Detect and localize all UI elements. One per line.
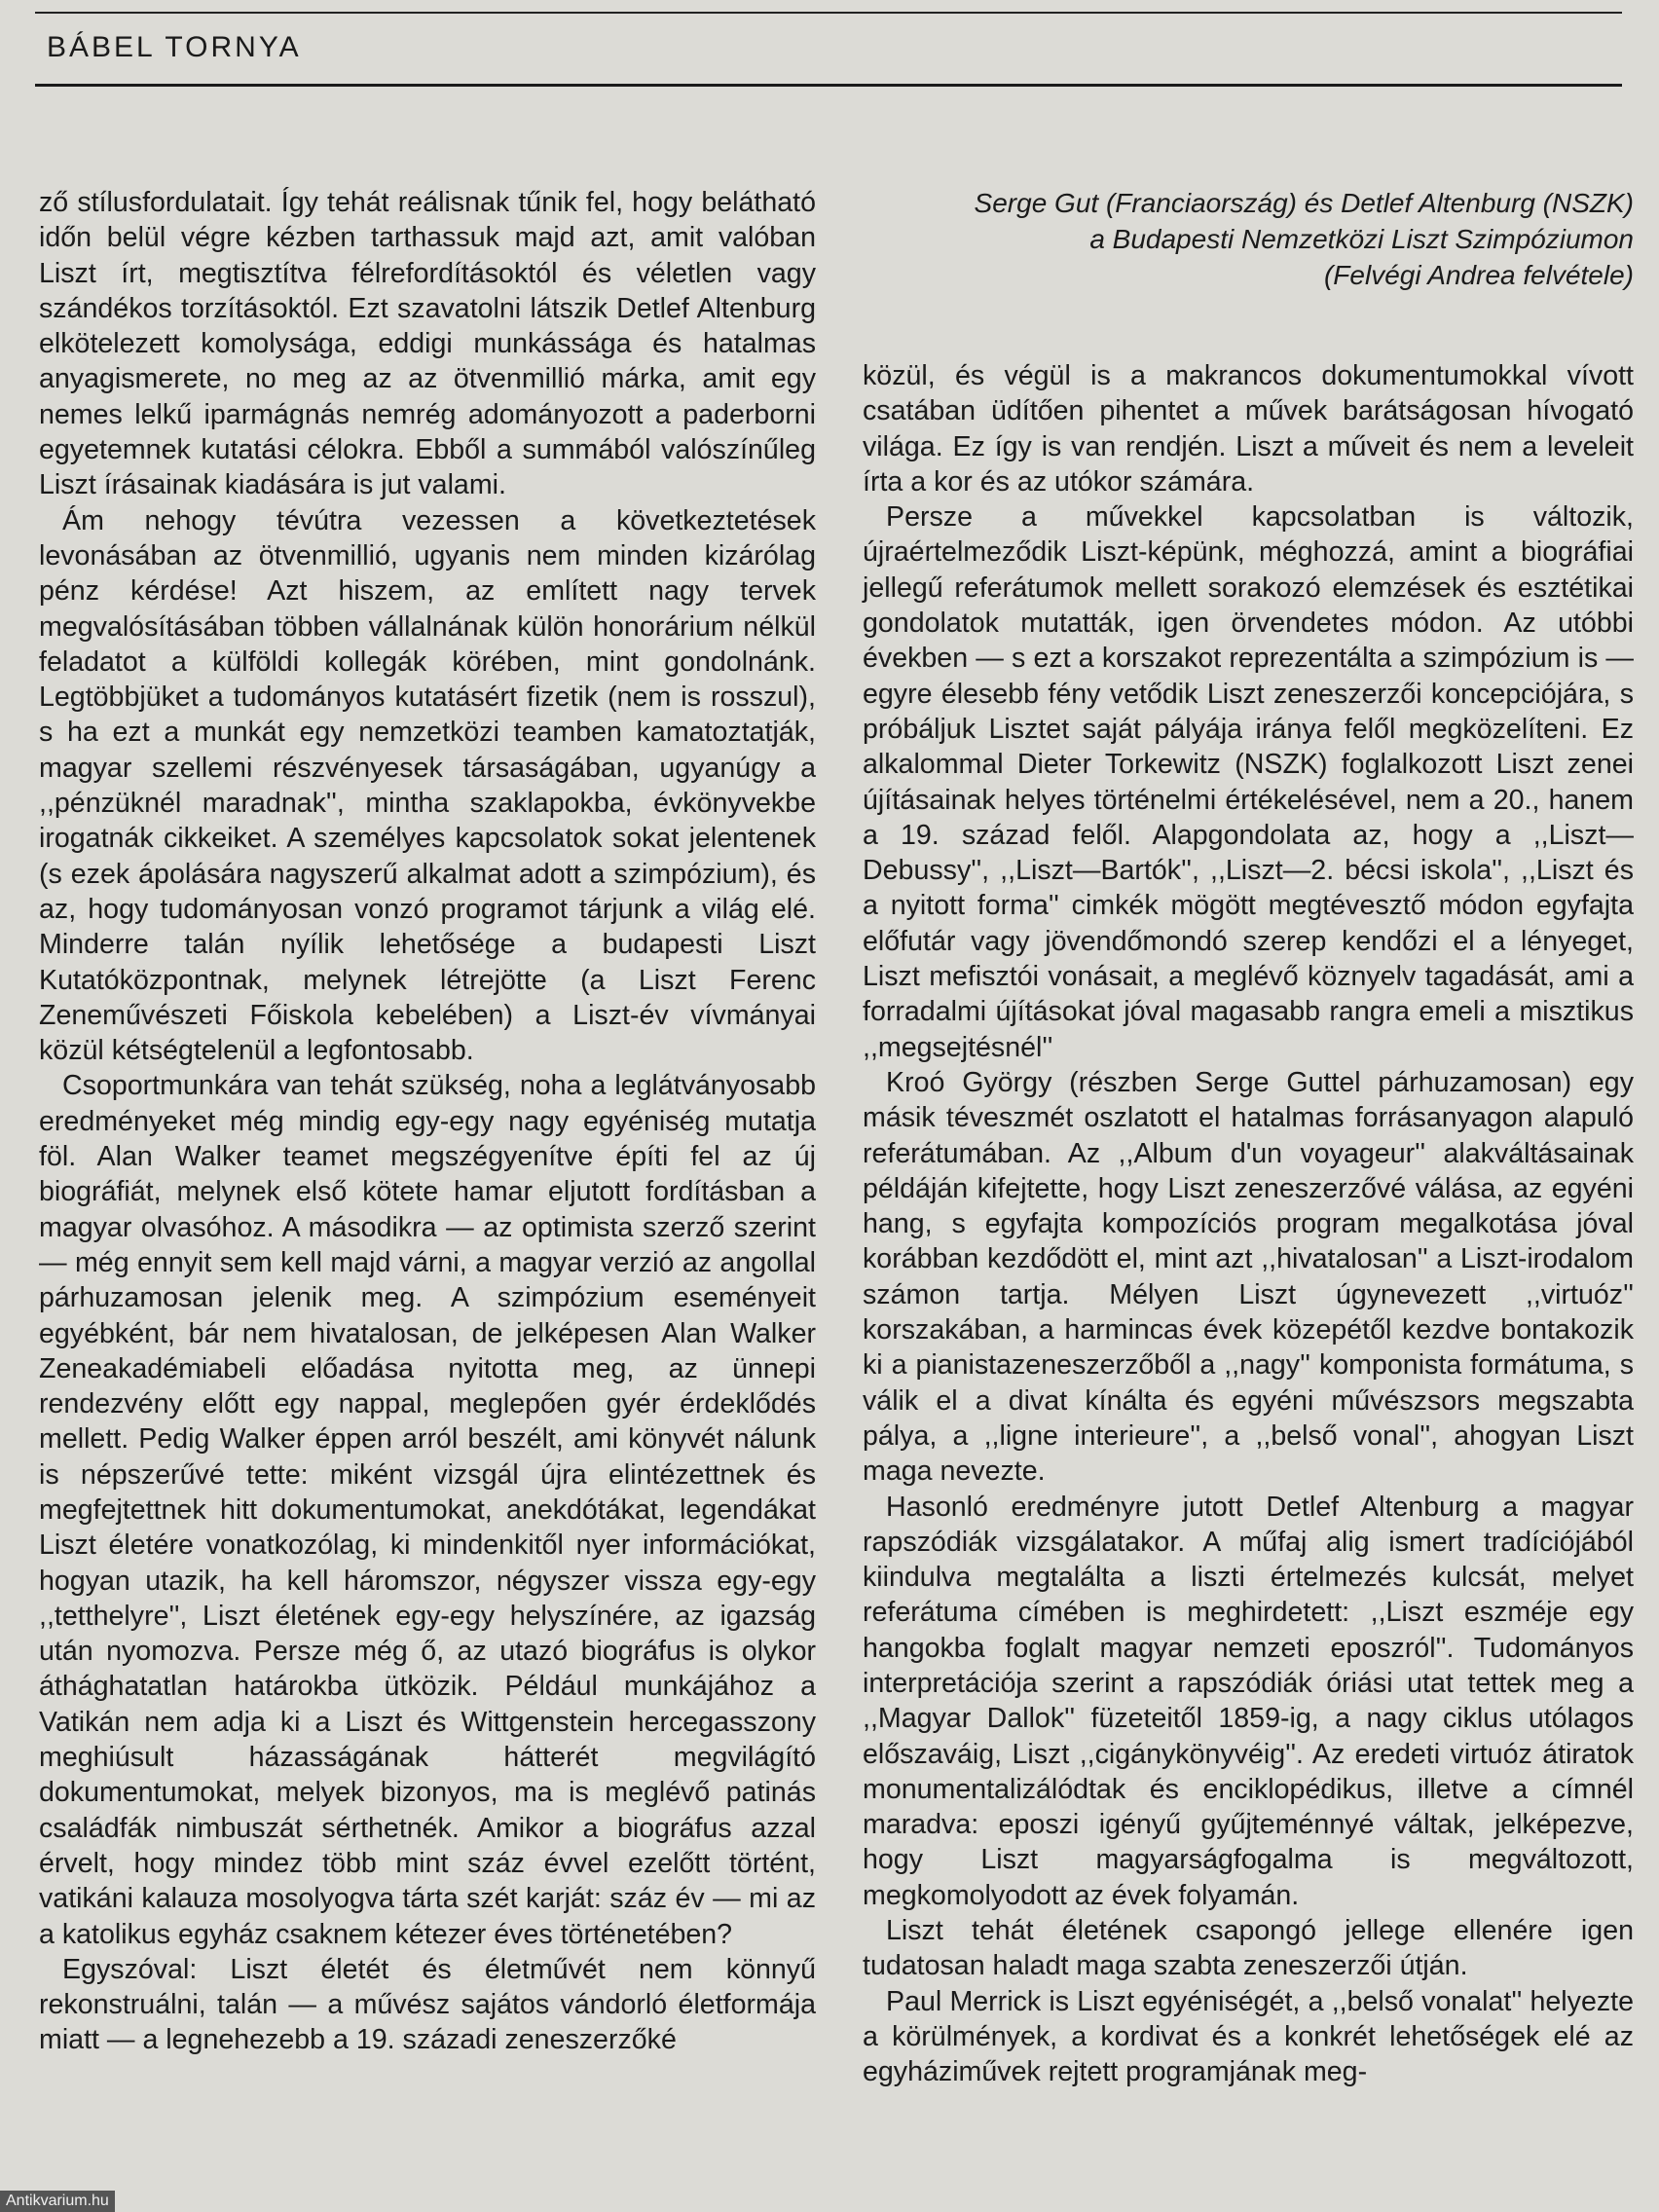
paragraph: közül, és végül is a makrancos dokumentumokkal vívott csatában üdítően pihentet a művek barátságosan hívogató világa. Ez így is van rendjén. Liszt a műveit és nem a leveleit írta a kor és az utókor számára. [863, 360, 1634, 498]
paragraph: Paul Merrick is Liszt egyéniségét, a ,,belső vonalat'' helyezte a körülmények, a kordivat és a konkrét lehetőségek elé az egyháziművek rejtett programjának meg- [863, 1985, 1634, 2088]
left-column [39, 185, 816, 2058]
paragraph: Persze a művekkel kapcsolatban is változik, újraértelmeződik Liszt-képünk, méghozzá, amint a biográfiai jellegű referátumok mellett sorakozó elemzések és esztétikai gondolatok mutatták, igen örvendetes módon. Az utóbbi években — s ezt a korszakot reprezentálta a szimpózium is — egyre élesebb fény vetődik Liszt zeneszerzői koncepciójára, s próbáljuk Lisztet saját pályája iránya felől megközelíteni. Ez alkalommal Dieter Torkewitz (NSZK) foglalkozott Liszt zenei újításainak helyes történelmi értékelésével, nem a 20., hanem a 19. század felől. Alapgondolata az, hogy a ,,Liszt—Debussy'', ,,Liszt—Bartók'', ,,Liszt—2. bécsi iskola'', ,,Liszt és a nyitott forma'' cimkék mögött megtévesztő módon egyfajta előfutár vagy jövendőmondó szerep kendőzi el a lényeget, Liszt mefisztói vonásait, a meglévő köznyelv tagadását, ami a forradalmi újításokat jóval magasabb rangra emeli a misztikus ,,megsejtésnél'' [863, 501, 1634, 1063]
caption-line: (Felvégi Andrea felvétele) [1323, 260, 1634, 290]
watermark: Antikvarium.hu [0, 2191, 115, 2212]
header-rule [35, 84, 1622, 87]
photo-caption [863, 185, 1634, 293]
paragraph: Csoportmunkára van tehát szükség, noha a leglátványosabb eredményeket még mindig egy-egy nagy egyéniség mutatja föl. Alan Walker teamet megszégyenítve építi fel az új biográfiát, melynek első kötete hamar eljutott fordításban a magyar olvasóhoz. A másodikra — az optimista szerző szerint — még ennyit sem kell majd várni, a magyar verzió az angollal párhuzamosan jelenik meg. A szimpózium eseményeit egyébként, bár nem hivatalosan, de jelképesen Alan Walker Zeneakadémiabeli előadása nyitotta meg, az ünnepi rendezvény előtt egy nappal, meglepően gyér érdeklődés mellett. Pedig Walker éppen arról beszélt, ami könyvét nálunk is népszerűvé tette: miként vizsgál újra elintézettnek és megfejtettnek hitt dokumentumokat, anekdótákat, legendákat Liszt életére vonatkozólag, ki mindenkitől nyer információkat, hogyan utazik, ha kell háromszor, négyszer vissza egy-egy ,,tetthelyre'', Liszt életének egy-egy helyszínére, az igazság után nyomozva. Persze még ő, az utazó biográfus is olykor áthághatatlan határokba ütközik. Például munkájához a Vatikán nem adja ki a Liszt és Wittgenstein hercegasszony meghiúsult házasságának hátterét megvilágító dokumentumokat, melyek bizonyos, ma is meglévő patinás családfák nimbuszát sérthetnék. Amikor a biográfus azzal érvelt, hogy mindez több mint száz évvel ezelőtt történt, vatikáni kalauza mosolyogva tárta szét karját: száz év — mi az a katolikus egyház csaknem kétezer éves történetében? [39, 1070, 816, 1950]
paragraph: ző stílusfordulatait. Így tehát reálisnak tűnik fel, hogy belátható időn belül végre kézben tarthassuk majd azt, amit valóban Liszt írt, megtisztítva félrefordításoktól és véletlen vagy szándékos torzításoktól. Ezt szavatolni látszik Detlef Altenburg elkötelezett komolysága, eddigi munkássága és hatalmas anyagismerete, no meg az az ötvenmillió márka, amit egy nemes lelkű iparmágnás nemrég adományozott a paderborni egyetemnek kutatási célokra. Ebből a summából valószínűleg Liszt írásainak kiadására is jut valami. [39, 187, 816, 501]
paragraph: Ám nehogy tévútra vezessen a következtetések levonásában az ötvenmillió, ugyanis nem minden kizárólag pénz kérdése! Azt hiszem, az említett nagy tervek megvalósításában többen vállalnának külön honorárium nélkül feladatot a külföldi kollegák körében, mint gondolnánk. Legtöbbjüket a tudományos kutatásért fizetik (nem is rosszul), s ha ezt a munkát egy nemzetközi teamben kamatoztatják, magyar szellemi részvényesek társaságában, ugyanúgy a ,,pénzüknél maradnak'', mintha szaklapokba, évkönyvekbe irogatnák cikkeiket. A személyes kapcsolatok sokat jelentenek (s ezek ápolására nagyszerű alkalmat adott a szimpózium), és az, hogy tudományosan vonzó programot tárjunk a világ elé. Minderre talán nyílik lehetősége a budapesti Liszt Kutatóközpontnak, melynek létrejötte (a Liszt Ferenc Zeneművészeti Főiskola kebelében) a Liszt-év vívmányai közül kétségtelenül a legfontosabb. [39, 504, 816, 1067]
paragraph: Kroó György (részben Serge Guttel párhuzamosan) egy másik téveszmét oszlatott el hatalmas forrásanyagon alapuló referátumában. Az ,,Album d'un voyageur'' alakváltásainak példáján kifejtette, hogy Liszt zeneszerzővé válása, az egyéni hang, s egyfajta kompozíciós program megalkotása jóval korábban kezdődött el, mint azt ,,hivatalosan'' a Liszt-irodalom számon tartja. Mélyen Liszt úgynevezett ,,virtuóz'' korszakában, a harmincas évek közepétől kezdve bontakozik ki a pianistazeneszerzőből a ,,nagy'' komponista formátuma, s válik el a divat kínálta és egyéni művészsors megszabta pálya, a ,,ligne interieure'', a ,,belső vonal'', ahogyan Liszt maga nevezte. [863, 1066, 1634, 1488]
caption-line: a Budapesti Nemzetközi Liszt Szimpóziumon [1089, 224, 1634, 254]
paragraph: Hasonló eredményre jutott Detlef Altenburg a magyar rapszódiák vizsgálatakor. A műfaj alig ismert tradíciójából kiindulva megtalálta a liszti értelmezés kulcsát, melyet referátuma címében is meghirdetett: ,,Liszt eszméje egy hangokba foglalt magyar nemzeti eposzról''. Tudományos interpretációja szerint a rapszódiák óriási utat tettek meg a ,,Magyar Dallok'' füzeteitől 1859-ig, a nagy ciklus utólagos előszaváig, Liszt ,,cigánykönyvéig''. Az eredeti virtuóz átiratok monumentalizálódtak és enciklopédikus, illetve a címnél maradva: eposzi igényű gyűjteménnyé váltak, jelképezve, hogy Liszt magyarságfogalma is megváltozott, megkomolyodott az évek folyamán. [863, 1491, 1634, 1911]
running-head: BÁBEL TORNYA [47, 31, 302, 63]
caption-line: Serge Gut (Franciaország) és Detlef Altenburg (NSZK) [974, 188, 1634, 218]
top-rule [35, 12, 1622, 14]
paragraph: Egyszóval: Liszt életét és életművét nem könnyű rekonstruálni, talán — a művész sajátos vándorló életformája miatt — a legnehezebb a 19. századi zeneszerzőké [39, 1953, 816, 2056]
paragraph: Liszt tehát életének csapongó jellege ellenére igen tudatosan haladt maga szabta zeneszerzői útján. [863, 1915, 1634, 1982]
right-column [863, 358, 1634, 2090]
